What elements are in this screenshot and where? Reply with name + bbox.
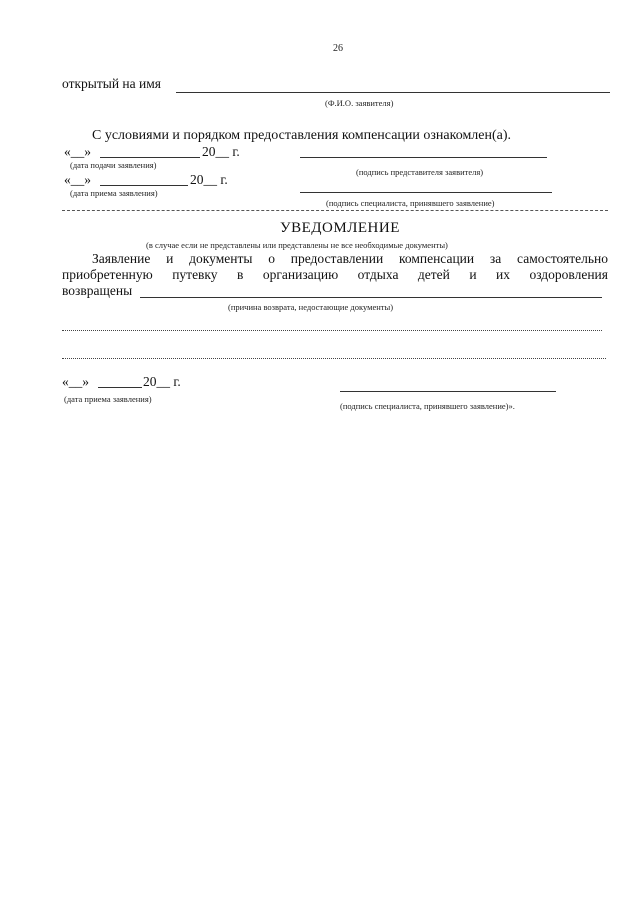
final-date-year: 20__ г. <box>143 374 181 389</box>
acceptance-date-open: «__» <box>64 172 91 187</box>
specialist-signature-line <box>300 192 552 193</box>
opened-on-name-label: открытый на имя <box>62 76 161 91</box>
acceptance-date-year: 20__ г. <box>190 172 228 187</box>
specialist-signature-caption: (подпись специалиста, принявшего заявление) <box>326 198 495 208</box>
final-signature-line <box>340 391 556 392</box>
submission-date-caption: (дата подачи заявления) <box>70 160 157 170</box>
notification-title: УВЕДОМЛЕНИЕ <box>280 220 400 236</box>
submission-date-line <box>100 157 200 158</box>
section-separator <box>62 210 608 211</box>
submission-date-open: «__» <box>64 144 91 159</box>
final-date-caption: (дата приема заявления) <box>64 394 152 404</box>
submission-date-year: 20__ г. <box>202 144 240 159</box>
notification-body-line2: приобретенную путевку в организацию отдыха детей и их оздоровления <box>62 267 608 282</box>
page-number: 26 <box>333 43 343 54</box>
acceptance-date-caption: (дата приема заявления) <box>70 188 158 198</box>
final-date-line <box>98 387 142 388</box>
return-reason-caption: (причина возврата, недостающие документы) <box>228 302 394 312</box>
representative-signature-line <box>300 157 547 158</box>
acceptance-date-line <box>100 185 188 186</box>
applicant-name-caption: (Ф.И.О. заявителя) <box>325 98 394 108</box>
notification-subtitle: (в случае если не представлены или представлены не все необходимые документы) <box>146 240 448 250</box>
final-signature-caption: (подпись специалиста, принявшего заявление)». <box>340 401 515 411</box>
return-reason-line <box>140 297 602 298</box>
final-date-open: «__» <box>62 374 89 389</box>
blank-line-2 <box>62 358 606 359</box>
notification-body-line1: Заявление и документы о предоставлении компенсации за самостоятельно <box>92 251 608 266</box>
blank-line-1 <box>62 330 602 331</box>
representative-signature-caption: (подпись представителя заявителя) <box>356 167 484 177</box>
applicant-name-line <box>176 92 610 93</box>
notification-body-line3: возвращены <box>62 283 133 298</box>
acknowledgement-text: С условиями и порядком предоставления компенсации ознакомлен(а). <box>92 128 512 143</box>
